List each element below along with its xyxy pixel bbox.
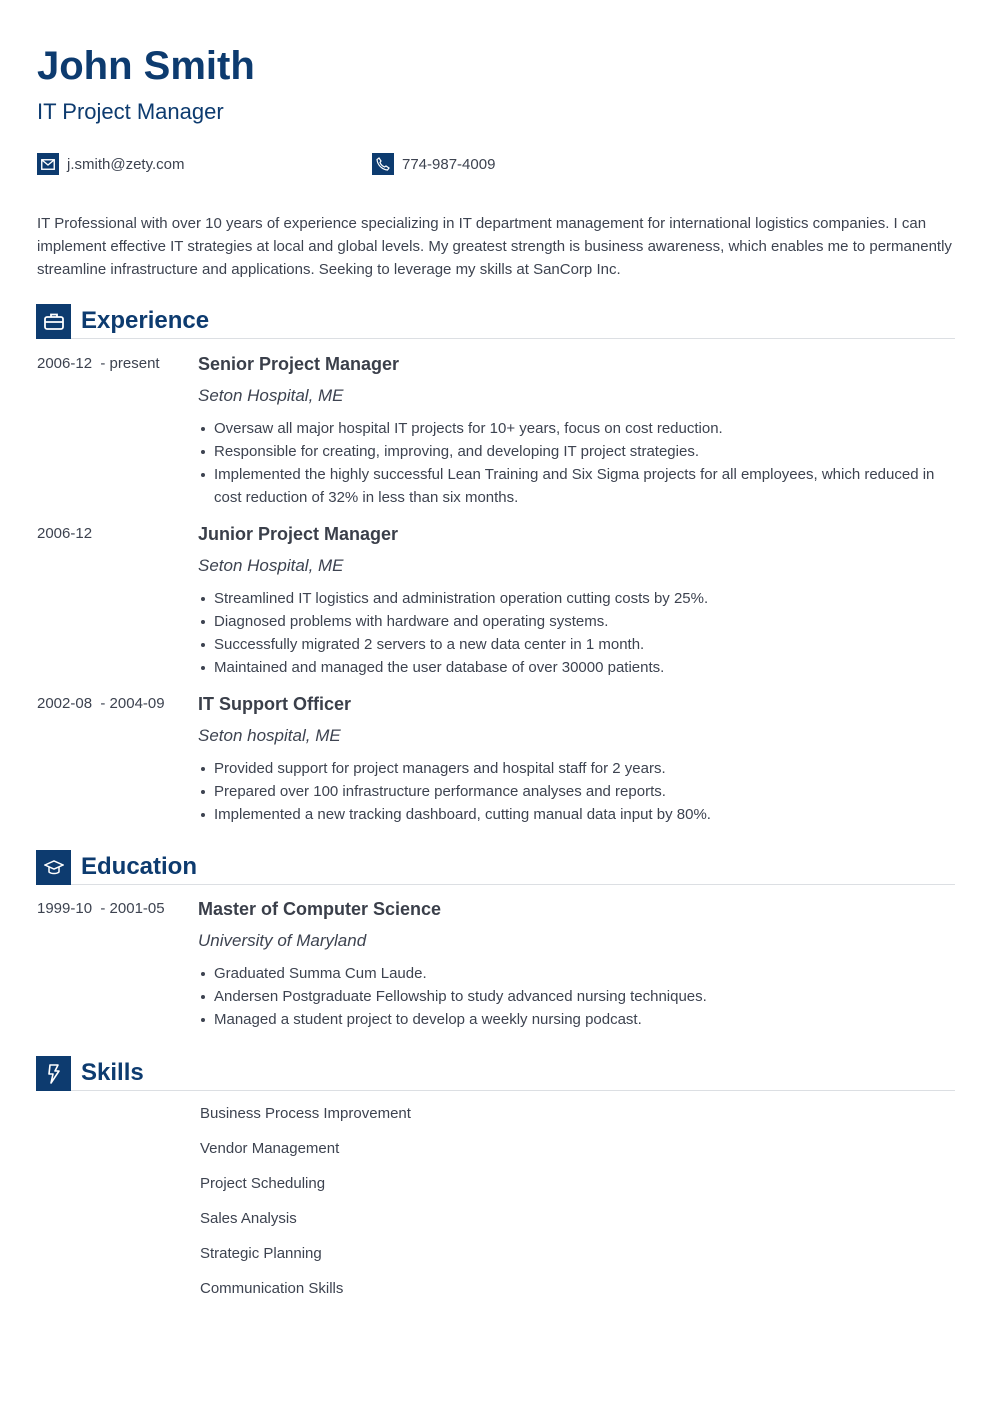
phone-contact: [372, 153, 495, 175]
skills-list: [200, 1104, 411, 1314]
bullet: Diagnosed problems with hardware and operating systems.: [198, 610, 958, 633]
phone-icon: [372, 153, 394, 175]
bullet: Provided support for project managers and hospital staff for 2 years.: [198, 757, 958, 780]
skill-item: Sales Analysis: [200, 1210, 297, 1227]
skill-item: Communication Skills: [200, 1280, 344, 1297]
lightning-icon: [36, 1056, 71, 1091]
envelope-icon: [37, 153, 59, 175]
skill-item: Vendor Management: [200, 1140, 340, 1157]
entry-school: University of Maryland: [198, 931, 367, 950]
bullet: Managed a student project to develop a weekly nursing podcast.: [198, 1008, 958, 1031]
entry-title: Master of Computer Science: [198, 899, 442, 919]
section-title: Experience: [81, 307, 210, 334]
skill-item: Strategic Planning: [200, 1245, 322, 1262]
education-section-header: [36, 850, 955, 885]
bullet: Implemented the highly successful Lean Training and Six Sigma projects for all employees, which reduced in cost reduction of 32% in less than six months.: [198, 463, 958, 509]
entry-title: Junior Project Manager: [198, 524, 399, 544]
entry-title: IT Support Officer: [198, 694, 351, 714]
entry-company: Seton hospital, ME: [198, 726, 341, 745]
candidate-name: John Smith: [37, 44, 255, 88]
bullet: Graduated Summa Cum Laude.: [198, 962, 958, 985]
skills-section-header: [36, 1056, 955, 1091]
skill-item: Business Process Improvement: [200, 1105, 411, 1122]
phone-text[interactable]: 774-987-4009: [402, 155, 496, 173]
section-title: Skills: [81, 1059, 144, 1086]
graduation-cap-icon: [36, 850, 71, 885]
entry-date: 2006-12: [37, 525, 93, 542]
bullet: Oversaw all major hospital IT projects for 10+ years, focus on cost reduction.: [198, 417, 958, 440]
section-title: Education: [81, 853, 198, 880]
skill-item: Project Scheduling: [200, 1175, 326, 1192]
email-contact: [37, 153, 184, 175]
entry-date: 2006-12 - present: [37, 355, 160, 372]
job-title: IT Project Manager: [37, 99, 224, 124]
summary: IT Professional with over 10 years of experience specializing in IT department management for international logistics companies. I can implement effective IT strategies at local and global levels. My greatest strength is business awareness, which enables me to permanently streamline infrastructure and applications. Seeking to leverage my skills at SanCorp Inc.: [37, 215, 952, 278]
bullet: Implemented a new tracking dashboard, cutting manual data input by 80%.: [198, 803, 958, 826]
bullet: Responsible for creating, improving, and developing IT project strategies.: [198, 440, 958, 463]
entry-date: 1999-10 - 2001-05: [37, 900, 165, 917]
bullet: Andersen Postgraduate Fellowship to study advanced nursing techniques.: [198, 985, 958, 1008]
experience-section-header: [36, 304, 955, 339]
bullet: Prepared over 100 infrastructure performance analyses and reports.: [198, 780, 958, 803]
bullet: Successfully migrated 2 servers to a new data center in 1 month.: [198, 633, 958, 656]
email-text[interactable]: j.smith@zety.com: [67, 155, 185, 173]
entry-date: 2002-08 - 2004-09: [37, 695, 165, 712]
entry-title: Senior Project Manager: [198, 354, 400, 374]
entry-company: Seton Hospital, ME: [198, 556, 344, 575]
entry-company: Seton Hospital, ME: [198, 386, 344, 405]
bullet: Streamlined IT logistics and administration operation cutting costs by 25%.: [198, 587, 958, 610]
bullet: Maintained and managed the user database of over 30000 patients.: [198, 656, 958, 679]
briefcase-icon: [36, 304, 71, 339]
